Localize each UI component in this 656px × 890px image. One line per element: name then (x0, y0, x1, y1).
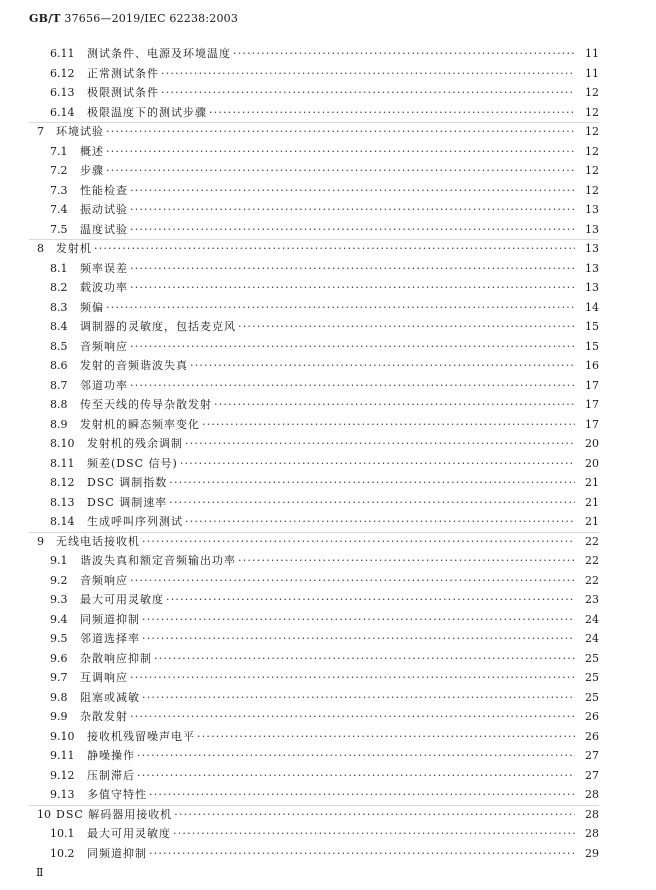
toc-entry-title: 极限温度下的测试步骤 (87, 105, 207, 119)
toc-entry-title: 发射机的瞬态频率变化 (80, 417, 200, 431)
toc-entry-number: 8.11 (50, 456, 75, 470)
toc-entry-number: 9.6 (50, 651, 68, 665)
toc-entry[interactable] (50, 456, 599, 472)
toc-entry[interactable] (50, 846, 599, 862)
toc-entry-number: 8.6 (50, 359, 68, 372)
dot-leader (197, 729, 575, 745)
dot-leader (130, 183, 575, 199)
dot-leader (185, 514, 575, 530)
toc-entry-number: 6.13 (50, 86, 75, 99)
toc-entry-page: 25 (585, 690, 599, 704)
toc-entry[interactable] (50, 222, 599, 238)
toc-entry-number: 9 (37, 534, 44, 548)
dot-leader (142, 631, 575, 647)
toc-entry[interactable] (50, 183, 599, 199)
toc-entry-number: 8.5 (50, 339, 68, 353)
toc-entry-number: 7.4 (50, 203, 68, 216)
toc-entry[interactable] (50, 748, 599, 764)
toc-entry-title: 邻道功率 (80, 378, 128, 392)
toc-entry-title: DSC 解码器用接收机 (56, 807, 173, 821)
toc-entry-title: 同频道抑制 (87, 846, 147, 860)
dot-leader (169, 495, 575, 511)
toc-entry-page: 28 (585, 827, 599, 840)
dot-leader (130, 670, 575, 686)
toc-entry-title: 频率误差 (80, 261, 128, 275)
toc-entry-page: 15 (585, 320, 599, 333)
toc-entry-number: 9.3 (50, 593, 68, 606)
toc-entry[interactable] (50, 378, 599, 394)
dot-leader (130, 378, 575, 394)
toc-entry-page: 12 (585, 164, 599, 177)
toc-entry[interactable] (50, 397, 599, 413)
dot-leader (130, 339, 575, 355)
standard-code: GB/T (29, 12, 61, 25)
dot-leader (185, 436, 575, 452)
toc-entry-page: 24 (585, 632, 599, 645)
section-divider (29, 805, 599, 806)
toc-entry[interactable] (50, 144, 599, 160)
toc-entry[interactable] (37, 124, 599, 140)
dot-leader (214, 397, 575, 413)
toc-entry-title: 极限测试条件 (87, 86, 159, 99)
toc-entry-title: 阻塞或减敏 (80, 690, 140, 704)
toc-entry-number: 9.10 (50, 729, 75, 743)
toc-entry-page: 21 (585, 476, 599, 489)
toc-entry-page: 11 (585, 47, 599, 60)
toc-entry-number: 9.8 (50, 690, 68, 704)
toc-entry-page: 12 (585, 105, 599, 119)
toc-entry-page: 13 (585, 242, 599, 255)
dot-leader (137, 748, 575, 764)
dot-leader (106, 300, 575, 316)
toc-entry-page: 12 (585, 86, 599, 99)
toc-entry-title: 步骤 (80, 164, 104, 177)
toc-entry-number: 8.1 (50, 261, 68, 275)
toc-entry-number: 7 (37, 125, 44, 138)
toc-entry-page: 12 (585, 125, 599, 138)
toc-entry-page: 21 (585, 515, 599, 528)
toc-entry-number: 8.12 (50, 476, 75, 489)
toc-entry-number: 6.12 (50, 66, 75, 80)
toc-entry-number: 9.11 (50, 749, 75, 762)
toc-entry-page: 11 (585, 66, 599, 80)
dot-leader (161, 85, 575, 101)
toc-entry-title: 压制滞后 (87, 768, 135, 782)
toc-entry-title: 多值守特性 (87, 788, 147, 801)
toc-entry[interactable] (50, 319, 599, 335)
toc-entry-page: 13 (585, 203, 599, 216)
toc-entry-page: 12 (585, 144, 599, 158)
toc-entry-number: 10 (37, 807, 51, 821)
toc-entry-title: DSC 调制指数 (87, 476, 168, 489)
toc-entry-title: 接收机残留噪声电平 (87, 729, 195, 743)
toc-entry-page: 13 (585, 222, 599, 236)
toc-entry-title: 音频响应 (80, 339, 128, 353)
toc-entry[interactable] (50, 553, 599, 569)
toc-entry-page: 29 (585, 846, 599, 860)
dot-leader (106, 124, 575, 140)
section-divider (29, 122, 599, 123)
toc-entry-page: 13 (585, 261, 599, 275)
toc-entry-page: 20 (585, 437, 599, 450)
dot-leader (174, 807, 575, 823)
dot-leader (94, 241, 575, 257)
toc-entry-number: 7.2 (50, 164, 68, 177)
toc-entry-page: 28 (585, 788, 599, 801)
dot-leader (130, 280, 575, 296)
toc-entry-number: 9.4 (50, 612, 68, 626)
toc-entry-number: 9.5 (50, 632, 68, 645)
toc-entry-title: 频偏 (80, 300, 104, 314)
dot-leader (130, 261, 575, 277)
toc-entry-page: 25 (585, 651, 599, 665)
dot-leader (202, 417, 575, 433)
toc-entry-number: 8.2 (50, 281, 68, 294)
toc-entry[interactable] (37, 241, 599, 257)
toc-entry[interactable] (50, 85, 599, 101)
toc-entry-page: 26 (585, 710, 599, 723)
toc-entry-page: 22 (585, 573, 599, 587)
toc-entry[interactable] (37, 534, 599, 550)
dot-leader (169, 475, 575, 491)
toc-entry-page: 17 (585, 417, 599, 431)
toc-entry[interactable] (50, 514, 599, 530)
toc-entry-page: 17 (585, 378, 599, 392)
toc-entry-title: DSC 调制速率 (87, 495, 168, 509)
toc-entry-title: 发射机的残余调制 (87, 437, 183, 450)
toc-entry-number: 7.5 (50, 222, 68, 236)
toc-entry[interactable] (50, 163, 599, 179)
toc-entry-page: 20 (585, 456, 599, 470)
toc-entry-page: 22 (585, 534, 599, 548)
page-number: Ⅱ (36, 866, 44, 879)
toc-entry-number: 10.1 (50, 827, 75, 840)
toc-entry-page: 26 (585, 729, 599, 743)
toc-entry[interactable] (50, 651, 599, 667)
toc-entry-page: 27 (585, 749, 599, 762)
toc-entry-title: 邻道选择率 (80, 632, 140, 645)
dot-leader (142, 534, 575, 550)
toc-entry-title: 振动试验 (80, 203, 128, 216)
toc-entry-page: 17 (585, 398, 599, 411)
toc-entry-title: 杂散发射 (80, 710, 128, 723)
dot-leader (238, 319, 575, 335)
toc-entry[interactable] (50, 495, 599, 511)
toc-entry[interactable] (50, 729, 599, 745)
toc-entry[interactable] (50, 612, 599, 628)
toc-entry-number: 9.7 (50, 671, 68, 684)
toc-entry[interactable] (50, 475, 599, 491)
toc-entry-page: 27 (585, 768, 599, 782)
toc-entry-title: 发射的音频谐波失真 (80, 359, 188, 372)
toc-entry-title: 传至天线的传导杂散发射 (80, 398, 212, 411)
toc-entry-title: 同频道抑制 (80, 612, 140, 626)
toc-entry-page: 28 (585, 807, 599, 821)
dot-leader (238, 553, 575, 569)
toc-entry[interactable] (50, 573, 599, 589)
toc-entry[interactable] (50, 358, 599, 374)
dot-leader (130, 573, 575, 589)
toc-entry[interactable] (50, 690, 599, 706)
toc-entry-title: 最大可用灵敏度 (80, 593, 164, 606)
toc-entry-number: 8.13 (50, 495, 75, 509)
toc-entry[interactable] (37, 807, 599, 823)
toc-entry[interactable] (50, 592, 599, 608)
toc-entry-number: 9.2 (50, 573, 68, 587)
toc-entry-title: 互调响应 (80, 671, 128, 684)
dot-leader (180, 456, 575, 472)
toc-entry[interactable] (50, 768, 599, 784)
toc-entry-number: 10.2 (50, 846, 75, 860)
dot-leader (173, 826, 575, 842)
toc-entry-title: 杂散响应抑制 (80, 651, 152, 665)
dot-leader (106, 163, 575, 179)
standard-number: 37656—2019/IEC 62238:2003 (64, 12, 239, 25)
toc-entry-page: 25 (585, 671, 599, 684)
toc-entry-number: 6.11 (50, 47, 75, 60)
section-divider (29, 239, 599, 240)
toc-entry-page: 15 (585, 339, 599, 353)
toc-entry-title: 正常测试条件 (87, 66, 159, 80)
toc-entry-page: 21 (585, 495, 599, 509)
toc-entry-number: 8 (37, 242, 44, 255)
dot-leader (142, 612, 575, 628)
toc-entry-title: 测试条件、电源及环境温度 (87, 47, 231, 60)
dot-leader (233, 46, 575, 62)
dot-leader (106, 144, 575, 160)
toc-entry[interactable] (50, 436, 599, 452)
toc-entry[interactable] (50, 46, 599, 62)
toc-entry-number: 8.14 (50, 515, 75, 528)
toc-entry[interactable] (50, 826, 599, 842)
dot-leader (149, 787, 575, 803)
toc-entry-number: 8.7 (50, 378, 68, 392)
toc-entry-page: 14 (585, 300, 599, 314)
toc-entry-page: 23 (585, 593, 599, 606)
toc-entry-title: 静噪操作 (87, 749, 135, 762)
dot-leader (166, 592, 575, 608)
toc-entry-number: 7.3 (50, 183, 68, 197)
toc-entry-number: 9.13 (50, 788, 75, 801)
toc-entry-title: 最大可用灵敏度 (87, 827, 171, 840)
toc-entry[interactable] (50, 280, 599, 296)
dot-leader (161, 66, 575, 82)
toc-entry-title: 频差(DSC 信号) (87, 456, 178, 470)
toc-entry-number: 7.1 (50, 144, 68, 158)
toc-entry[interactable] (50, 300, 599, 316)
toc-entry-title: 谐波失真和额定音频输出功率 (80, 554, 236, 567)
dot-leader (149, 846, 575, 862)
toc-entry-number: 9.12 (50, 768, 75, 782)
toc-entry[interactable] (50, 709, 599, 725)
toc-entry[interactable] (50, 261, 599, 277)
toc-entry-title: 无线电话接收机 (56, 534, 140, 548)
dot-leader (154, 651, 575, 667)
toc-entry[interactable] (50, 105, 599, 121)
section-divider (29, 532, 599, 533)
toc-entry-page: 13 (585, 281, 599, 294)
toc-entry-number: 8.9 (50, 417, 68, 431)
toc-entry-title: 环境试验 (56, 125, 104, 138)
toc-entry[interactable] (50, 417, 599, 433)
toc-entry[interactable] (50, 339, 599, 355)
toc-entry-page: 16 (585, 359, 599, 372)
toc-entry-page: 22 (585, 554, 599, 567)
dot-leader (130, 709, 575, 725)
toc-entry-title: 性能检查 (80, 183, 128, 197)
dot-leader (190, 358, 575, 374)
toc-entry-title: 载波功率 (80, 281, 128, 294)
toc-entry-title: 音频响应 (80, 573, 128, 587)
toc-entry-number: 8.3 (50, 300, 68, 314)
toc-entry[interactable] (50, 787, 599, 803)
toc-entry-number: 9.9 (50, 710, 68, 723)
dot-leader (130, 222, 575, 238)
dot-leader (137, 768, 575, 784)
toc-entry-title: 生成呼叫序列测试 (87, 515, 183, 528)
dot-leader (142, 690, 575, 706)
toc-entry-number: 9.1 (50, 554, 68, 567)
toc-entry-number: 8.8 (50, 398, 68, 411)
dot-leader (209, 105, 575, 121)
toc-entry[interactable] (50, 66, 599, 82)
toc-entry[interactable] (50, 631, 599, 647)
toc-entry[interactable] (50, 202, 599, 218)
toc-entry-number: 8.10 (50, 437, 75, 450)
toc-entry-title: 调制器的灵敏度，包括麦克风 (80, 320, 236, 333)
dot-leader (130, 202, 575, 218)
toc-entry[interactable] (50, 670, 599, 686)
toc-entry-title: 温度试验 (80, 222, 128, 236)
toc-entry-title: 发射机 (56, 242, 92, 255)
toc-entry-number: 6.14 (50, 105, 75, 119)
toc-entry-title: 概述 (80, 144, 104, 158)
toc-entry-number: 8.4 (50, 320, 68, 333)
toc-entry-page: 24 (585, 612, 599, 626)
toc-entry-page: 12 (585, 183, 599, 197)
